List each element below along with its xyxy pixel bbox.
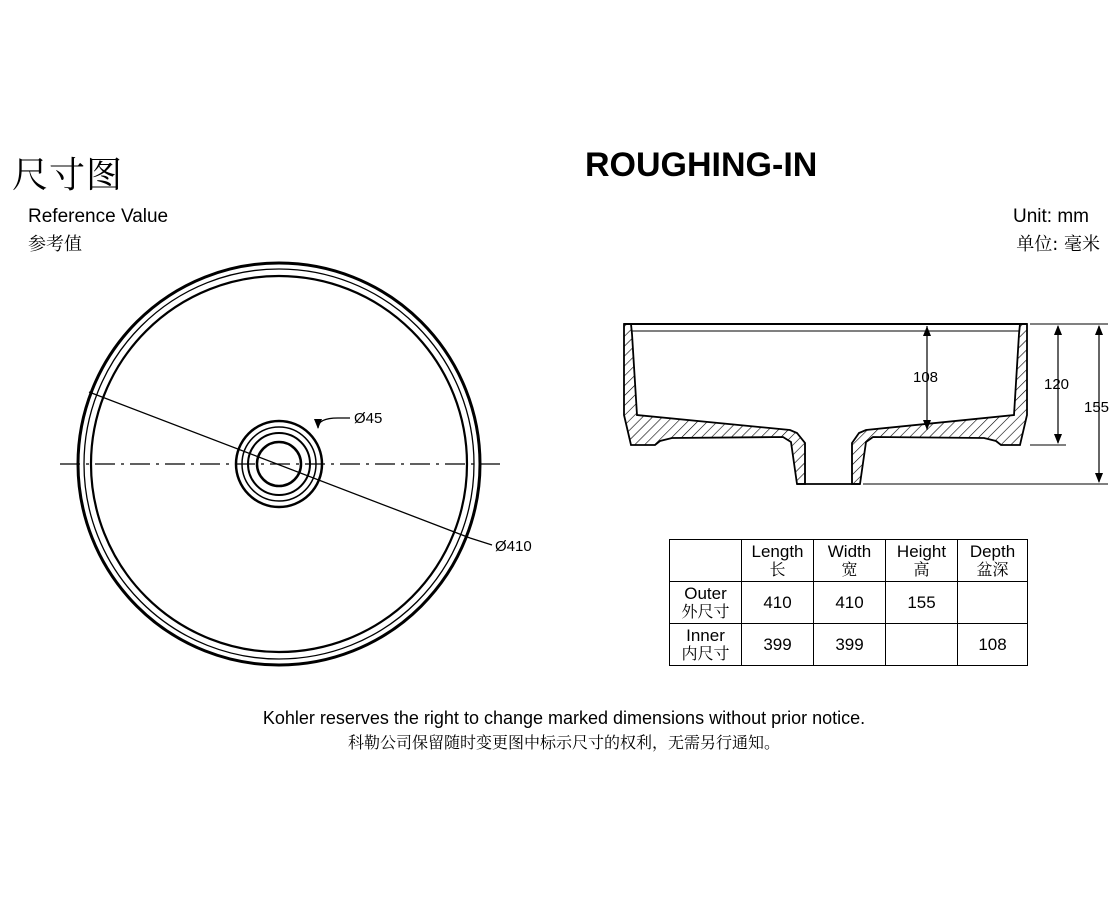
basin-wall-right [852, 324, 1027, 484]
drain-diameter-label: Ø45 [354, 410, 383, 427]
row-label-outer-cn: 外尺寸 [681, 601, 730, 621]
table-cell: 410 [814, 582, 886, 624]
rim-height-label: 120 [1044, 376, 1070, 393]
row-label-inner [670, 624, 742, 666]
inner-depth-label: 108 [913, 369, 939, 386]
header-depth-cn: 盆深 [976, 559, 1009, 579]
row-label-outer [670, 582, 742, 624]
row-label-outer-en: Outer [684, 583, 727, 603]
row-label-inner-cn: 内尺寸 [681, 643, 730, 663]
header-width-en: Width [827, 541, 872, 561]
row-label-inner-en: Inner [686, 625, 725, 645]
basin-wall-left [624, 324, 805, 484]
diameter-leader [470, 538, 492, 545]
header-height-en: Height [896, 541, 947, 561]
table-header-cell [742, 540, 814, 582]
title-chinese: 尺寸图 [12, 155, 124, 196]
table-cell: 399 [814, 624, 886, 666]
reference-value-label: Reference Value [28, 206, 169, 227]
table-cell [886, 624, 958, 666]
total-height-arrow-bottom [1095, 473, 1103, 483]
side-view [624, 324, 1109, 484]
dimension-table [669, 539, 1028, 666]
header-length-en: Length [751, 541, 804, 561]
rim-height-arrow-bottom [1054, 434, 1062, 444]
outer-diameter-label: Ø410 [495, 538, 532, 555]
header-length-cn: 长 [769, 559, 786, 579]
table-row-outer [670, 582, 1028, 624]
diameter-line [89, 392, 470, 538]
table-row-inner [670, 624, 1028, 666]
unit-label: Unit: mm [1013, 206, 1089, 227]
header-width-cn: 宽 [841, 559, 858, 579]
table-cell [958, 582, 1028, 624]
drain-leader [318, 418, 350, 428]
header-depth-en: Depth [969, 541, 1016, 561]
table-header-cell [958, 540, 1028, 582]
table-cell: 399 [742, 624, 814, 666]
title-roughing-in: ROUGHING-IN [585, 146, 818, 184]
table-cell: 410 [742, 582, 814, 624]
total-height-arrow-top [1095, 325, 1103, 335]
total-height-label: 155 [1084, 399, 1110, 416]
unit-label-cn: 单位: 毫米 [1016, 234, 1100, 255]
table-header-cell [814, 540, 886, 582]
disclaimer-chinese: 科勒公司保留随时变更图中标示尺寸的权利，无需另行通知。 [347, 733, 780, 752]
table-cell: 108 [958, 624, 1028, 666]
top-view [60, 263, 532, 665]
header-height-cn: 高 [913, 559, 930, 579]
table-header-row [670, 540, 1028, 582]
table-corner-cell [670, 540, 742, 582]
table-cell: 155 [886, 582, 958, 624]
rim-height-arrow-top [1054, 325, 1062, 335]
reference-value-label-cn: 参考值 [28, 234, 82, 255]
disclaimer-english: Kohler reserves the right to change marked dimensions without prior notice. [262, 708, 866, 728]
table-header-cell [886, 540, 958, 582]
